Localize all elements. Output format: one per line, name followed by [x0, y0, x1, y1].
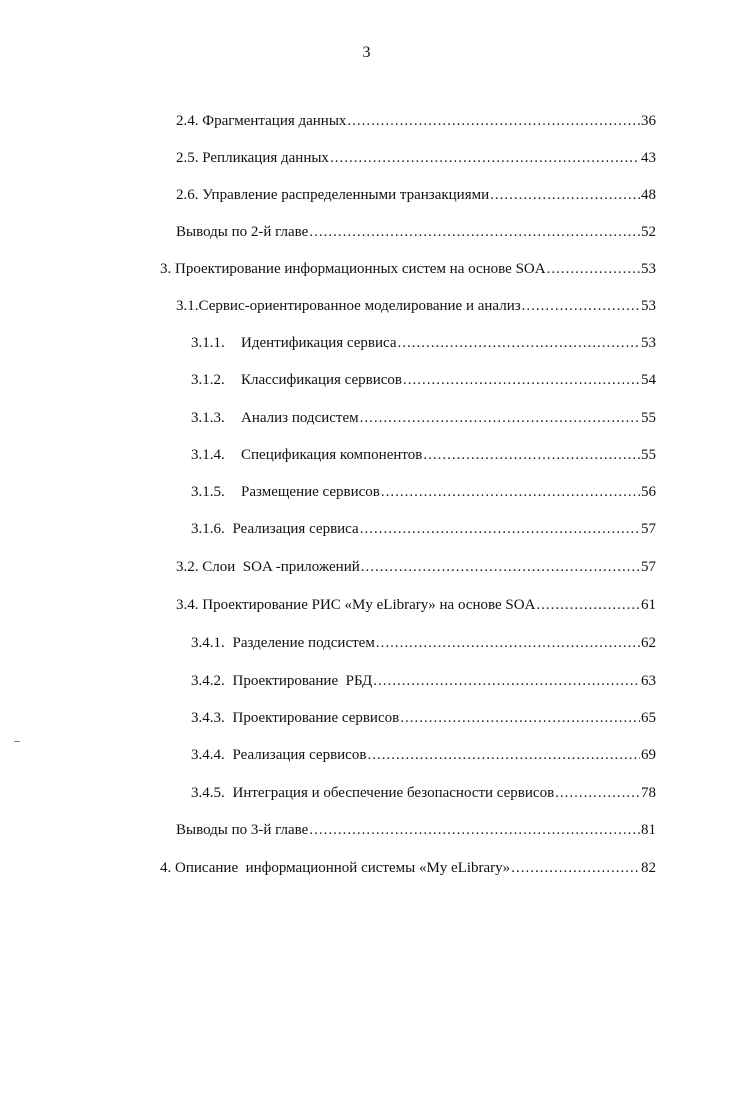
- toc-entry: [191, 670, 656, 692]
- toc-entry-page: 82: [641, 860, 656, 876]
- toc-leader-dots: [330, 147, 640, 169]
- toc-entry-number: 3.4.5.: [191, 785, 225, 801]
- toc-entry-label: [191, 782, 555, 804]
- toc-entry-number: 3.4.2.: [191, 673, 225, 689]
- toc-leader-dots: [522, 295, 640, 317]
- toc-entry: [176, 295, 656, 317]
- toc-leader-dots: [376, 632, 640, 654]
- toc-entry-number: 3.1.1.: [191, 335, 225, 351]
- toc-entry-page: 43: [641, 150, 656, 166]
- toc-entry-title: Интеграция и обеспечение безопасности сервисов: [232, 785, 555, 801]
- toc-entry: [176, 221, 656, 243]
- toc-leader-dots: [555, 782, 640, 804]
- toc-entry-label: [176, 819, 309, 841]
- toc-entry-page: 69: [641, 747, 656, 763]
- toc-entry-number: 4.: [160, 860, 172, 876]
- toc-entry-label: [191, 744, 367, 766]
- toc-leader-dots: [511, 857, 640, 879]
- toc-entry-title: Фрагментация данных: [202, 113, 347, 129]
- toc-entry-number: 3.1.: [176, 298, 199, 314]
- toc-entry-title: Управление распределенными транзакциями: [202, 187, 490, 203]
- toc-entry-page: 63: [641, 673, 656, 689]
- toc-entry-title: Проектирование РБД: [232, 673, 373, 689]
- toc-entry: [191, 407, 656, 429]
- toc-entry-title: Разделение подсистем: [232, 635, 375, 651]
- toc-entry: [191, 444, 656, 466]
- toc-leader-dots: [400, 707, 640, 729]
- toc-entry-page: 55: [641, 447, 656, 463]
- toc-leader-dots: [360, 518, 640, 540]
- toc-entry-title: Идентификация сервиса: [241, 335, 397, 351]
- toc-entry-page: 57: [641, 521, 656, 537]
- toc-leader-dots: [398, 332, 640, 354]
- toc-entry-label: [191, 518, 360, 540]
- toc-entry-title: Репликация данных: [202, 150, 329, 166]
- toc-entry-title: Размещение сервисов: [241, 484, 380, 500]
- toc-entry: [176, 184, 656, 206]
- toc-entry-number: 3.4.3.: [191, 710, 225, 726]
- toc-entry-label: [160, 857, 511, 879]
- toc-entry-number: 3.2.: [176, 559, 199, 575]
- toc-entry-label: [176, 221, 309, 243]
- toc-entry-label: [176, 184, 490, 206]
- toc-entry-label: [191, 670, 373, 692]
- toc-entry-title: Проектирование сервисов: [232, 710, 400, 726]
- toc-entry-page: 55: [641, 410, 656, 426]
- toc-entry-label: [176, 295, 522, 317]
- toc-entry-page: 56: [641, 484, 656, 500]
- toc-entry-number: 3.4.1.: [191, 635, 225, 651]
- toc-entry-title: Слои SOA -приложений: [202, 559, 360, 575]
- toc-entry-title: Реализация сервиса: [232, 521, 359, 537]
- toc-entry-label: [176, 594, 536, 616]
- toc-entry-title: Проектирование РИС «My eLibrary» на основе SOA: [202, 597, 536, 613]
- toc-entry-label: [176, 147, 330, 169]
- page-number: 3: [362, 44, 371, 61]
- toc-entry-title: Сервис-ориентированное моделирование и анализ: [198, 298, 521, 314]
- toc-leader-dots: [367, 744, 640, 766]
- toc-entry: [160, 258, 656, 280]
- toc-entry-number: 3.4.: [176, 597, 199, 613]
- toc-entry-label: [191, 407, 360, 429]
- toc-entry-number: 3.1.2.: [191, 372, 225, 388]
- toc-entry-title: Классификация сервисов: [241, 372, 403, 388]
- toc-entry: [176, 110, 656, 132]
- toc-entry-number: 3.1.6.: [191, 521, 225, 537]
- toc-entry-page: 65: [641, 710, 656, 726]
- scan-margin-mark: [14, 741, 20, 742]
- toc-entry-number: 3.1.3.: [191, 410, 225, 426]
- toc-entry-page: 54: [641, 372, 656, 388]
- toc-entry: [176, 147, 656, 169]
- toc-entry-page: 53: [641, 261, 656, 277]
- toc-entry: [191, 744, 656, 766]
- toc-leader-dots: [423, 444, 640, 466]
- toc-entry-title: Описание информационной системы «My eLibrary»: [175, 860, 511, 876]
- toc-entry-number: 2.4.: [176, 113, 199, 129]
- toc-leader-dots: [373, 670, 640, 692]
- toc-entry: [191, 782, 656, 804]
- toc-entry-label: [176, 556, 361, 578]
- toc-leader-dots: [360, 407, 640, 429]
- toc-entry-page: 36: [641, 113, 656, 129]
- toc-entry-number: 2.6.: [176, 187, 199, 203]
- toc-entry-page: 52: [641, 224, 656, 240]
- toc-entry-label: [191, 632, 376, 654]
- toc-entry: [191, 481, 656, 503]
- toc-entry-number: 2.5.: [176, 150, 199, 166]
- toc-entry-title: Выводы по 3-й главе: [176, 822, 309, 838]
- toc-leader-dots: [309, 819, 640, 841]
- toc-entry-title: Проектирование информационных систем на основе SOA: [175, 261, 546, 277]
- toc-entry-page: 81: [641, 822, 656, 838]
- toc-entry-label: [191, 481, 381, 503]
- toc-entry-label: [191, 444, 423, 466]
- toc-entry-label: [191, 707, 400, 729]
- toc-entry: [176, 594, 656, 616]
- toc-entry: [176, 556, 656, 578]
- toc-entry-label: [191, 369, 403, 391]
- toc-entry: [191, 632, 656, 654]
- toc-entry-title: Выводы по 2-й главе: [176, 224, 309, 240]
- toc-entry-page: 62: [641, 635, 656, 651]
- toc-leader-dots: [403, 369, 640, 391]
- toc-entry-number: 3.4.4.: [191, 747, 225, 763]
- toc-entry-page: 57: [641, 559, 656, 575]
- toc-entry-number: 3.: [160, 261, 172, 277]
- toc-entry-number: 3.1.4.: [191, 447, 225, 463]
- toc-entry: [160, 857, 656, 879]
- toc-entry-page: 61: [641, 597, 656, 613]
- toc-entry-title: Спецификация компонентов: [241, 447, 423, 463]
- toc-entry-title: Анализ подсистем: [241, 410, 359, 426]
- toc-entry-title: Реализация сервисов: [232, 747, 367, 763]
- toc-entry: [191, 707, 656, 729]
- toc-entry: [176, 819, 656, 841]
- toc-entry-page: 78: [641, 785, 656, 801]
- toc-leader-dots: [547, 258, 640, 280]
- toc-leader-dots: [309, 221, 640, 243]
- toc-leader-dots: [361, 556, 640, 578]
- toc-entry-label: [160, 258, 547, 280]
- toc-leader-dots: [381, 481, 640, 503]
- toc-entry-page: 48: [641, 187, 656, 203]
- toc-leader-dots: [490, 184, 640, 206]
- toc-entry: [191, 518, 656, 540]
- toc-leader-dots: [347, 110, 640, 132]
- toc-leader-dots: [536, 594, 640, 616]
- toc-entry: [191, 332, 656, 354]
- toc-entry-page: 53: [641, 298, 656, 314]
- toc-entry-page: 53: [641, 335, 656, 351]
- toc-entry-label: [191, 332, 398, 354]
- toc-entry-number: 3.1.5.: [191, 484, 225, 500]
- toc-entry-label: [176, 110, 347, 132]
- toc-entry: [191, 369, 656, 391]
